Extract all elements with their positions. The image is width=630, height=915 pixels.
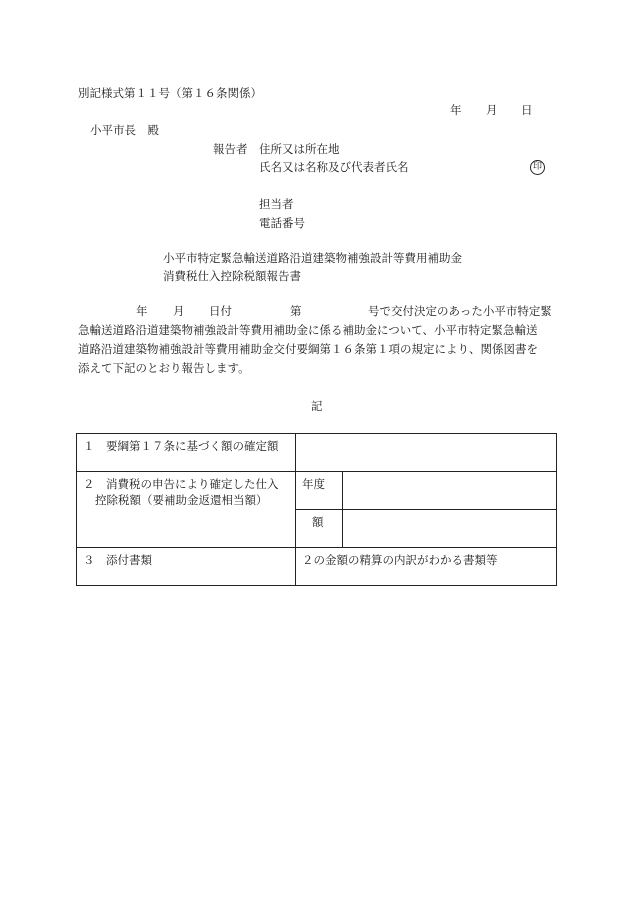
row2-label-line1: ２ 消費税の申告により確定した仕入 xyxy=(83,477,279,491)
row2-amount-label: 額 xyxy=(296,510,343,548)
body-no: 第 xyxy=(290,304,302,318)
table-row xyxy=(77,434,557,472)
row2-amount-value xyxy=(343,510,557,548)
body-text-line2: 急輸送道路沿道建築物補強設計等費用補助金に係る補助金について、小平市特定緊急輸送 xyxy=(78,323,538,337)
document-title-line2: 消費税仕入控除税額報告書 xyxy=(163,269,301,283)
body-text-line1: 号で交付決定のあった小平市特定緊 xyxy=(368,304,552,318)
body-text-line4: 添えて下記のとおり報告します。 xyxy=(78,361,250,375)
body-year: 年 xyxy=(136,304,148,318)
body-month: 月 xyxy=(173,304,185,318)
phone-label: 電話番号 xyxy=(259,216,305,230)
form-number: 別記様式第１１号（第１６条関係） xyxy=(78,86,262,100)
table-row xyxy=(77,548,557,586)
reporter-label: 報告者 xyxy=(213,142,248,156)
date-day: 日 xyxy=(521,103,533,117)
row2-label xyxy=(77,472,296,548)
row1-value xyxy=(296,434,557,472)
row3-value: ２の金額の精算の内訳がわかる書類等 xyxy=(296,548,557,586)
seal-mark: 印 xyxy=(530,160,545,175)
reporter-name-label: 氏名又は名称及び代表者氏名 xyxy=(259,160,409,174)
row2-year-label: 年度 xyxy=(296,472,343,510)
row2-year-value xyxy=(343,472,557,510)
ki-heading: 記 xyxy=(311,399,323,413)
body-text-line3: 道路沿道建築物補強設計等費用補助金交付要綱第１６条第１項の規定により、関係図書を xyxy=(78,342,538,356)
row1-label: １ 要綱第１７条に基づく額の確定額 xyxy=(77,434,296,472)
row3-label: ３ 添付書類 xyxy=(77,548,296,586)
contact-person-label: 担当者 xyxy=(259,197,294,211)
document-title-line1: 小平市特定緊急輸送道路沿道建築物補強設計等費用補助金 xyxy=(163,251,462,265)
table-row xyxy=(77,472,557,510)
date-month: 月 xyxy=(486,103,498,117)
row2-label-line2: 控除税額（要補助金返還相当額） xyxy=(95,492,268,507)
addressee: 小平市長 殿 xyxy=(90,123,159,137)
reporter-address-label: 住所又は所在地 xyxy=(259,142,340,156)
report-table xyxy=(76,433,557,586)
date-year: 年 xyxy=(450,103,462,117)
body-day: 日付 xyxy=(209,304,232,318)
